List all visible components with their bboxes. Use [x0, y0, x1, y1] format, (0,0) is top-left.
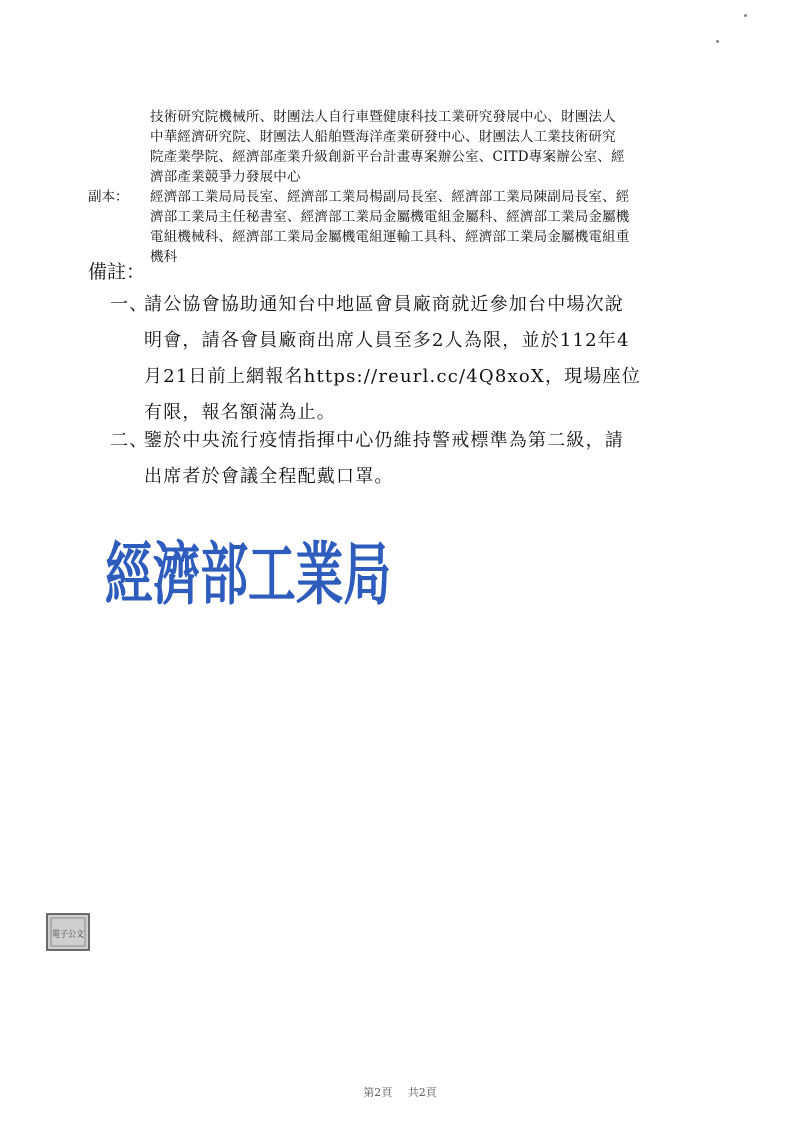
seal-graphic	[45, 912, 91, 952]
scan-dot	[716, 40, 719, 43]
cc-label: 副本：	[88, 189, 129, 205]
recipient-line: 院產業學院、經濟部產業升級創新平台計畫專案辦公室、CITD專案辦公室、經	[150, 149, 625, 165]
remark-number: 一、	[110, 294, 149, 315]
cc-line: 經濟部工業局局長室、經濟部工業局楊副局長室、經濟部工業局陳副局長室、經	[150, 189, 630, 205]
remarks-title: 備註：	[88, 261, 146, 283]
remark-line: 明會，請各會員廠商出席人員至多2人為限，並於112年4	[144, 330, 630, 351]
cc-line: 機科	[150, 249, 178, 265]
recipient-list	[150, 107, 710, 187]
cc-list	[150, 187, 710, 267]
remark-text	[144, 287, 710, 431]
remark-item	[110, 423, 710, 495]
electronic-seal	[45, 912, 91, 952]
agency-stamp	[100, 520, 400, 620]
recipient-line: 中華經濟研究院、財團法人船舶暨海洋產業研發中心、財團法人工業技術研究	[150, 129, 616, 145]
agency-stamp-graphic	[100, 520, 400, 620]
remark-line: 月21日前上網報名https://reurl.cc/4Q8xoX，現場座位	[144, 366, 641, 387]
cc-line: 電組機械科、經濟部工業局金屬機電組運輸工具科、經濟部工業局金屬機電組重	[150, 229, 630, 245]
seal-text: 電子公文	[52, 930, 89, 940]
remark-line: 出席者於會議全程配戴口罩。	[144, 466, 394, 487]
scan-dot	[744, 14, 747, 17]
recipient-line: 技術研究院機械所、財團法人自行車暨健康科技工業研究發展中心、財團法人	[150, 109, 616, 125]
remark-line: 請公協會協助通知台中地區會員廠商就近參加台中場次說	[144, 294, 624, 315]
cc-line: 濟部工業局主任秘書室、經濟部工業局金屬機電組金屬科、經濟部工業局金屬機	[150, 209, 630, 225]
page-number: 第2頁	[363, 1086, 393, 1099]
remark-text	[144, 423, 710, 495]
page-total: 共2頁	[407, 1086, 437, 1099]
stamp-text: 經濟部工業局	[105, 536, 391, 615]
page-footer	[0, 1084, 800, 1100]
recipient-line: 濟部產業競爭力發展中心	[150, 169, 301, 185]
remark-line: 鑒於中央流行疫情指揮中心仍維持警戒標準為第二級，請	[144, 430, 624, 451]
remark-number: 二、	[110, 430, 149, 451]
remark-item	[110, 287, 710, 431]
remark-line: 有限，報名額滿為止。	[144, 402, 336, 423]
